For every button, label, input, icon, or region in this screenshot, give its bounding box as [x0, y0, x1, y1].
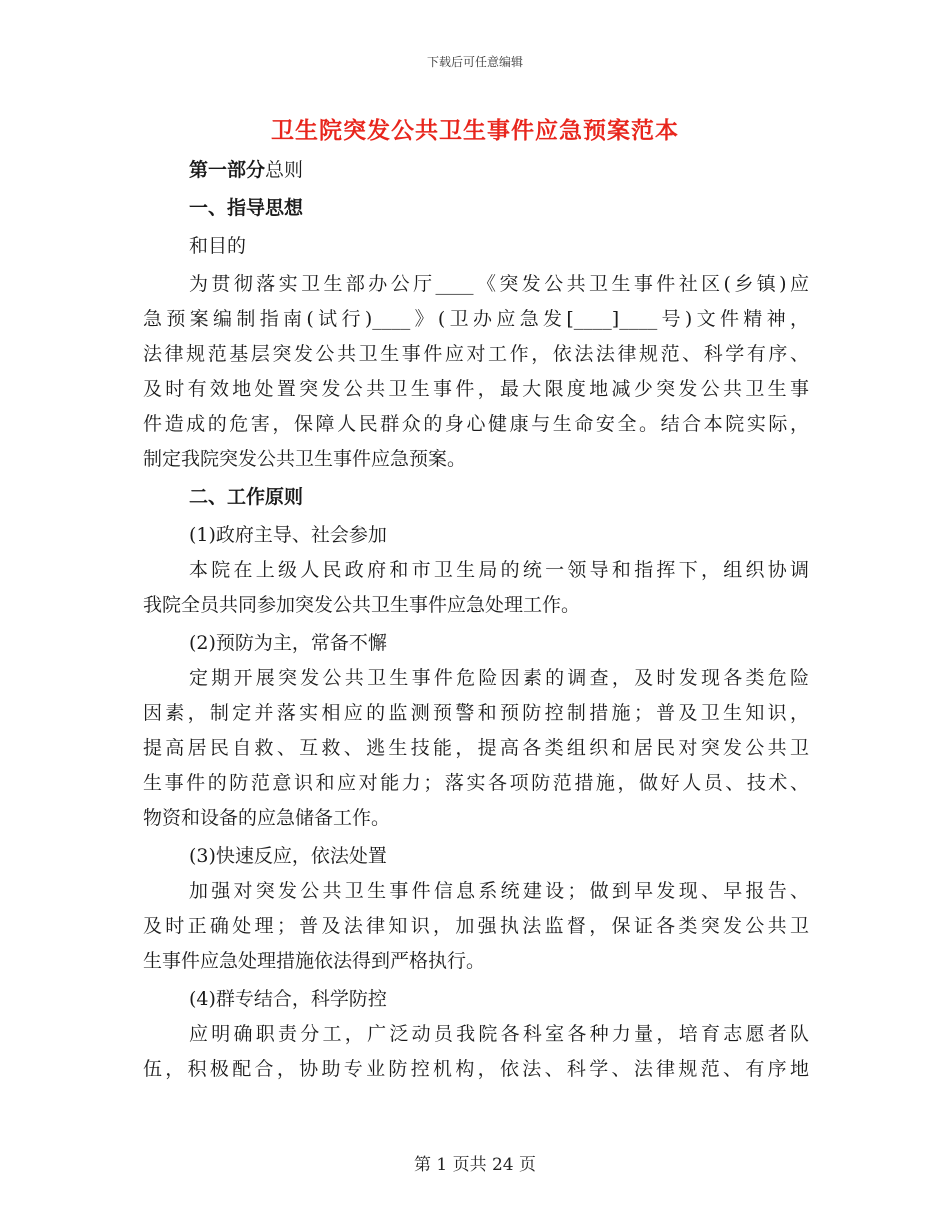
paragraph-line: 生事件应急处理措施依法得到严格执行。	[143, 950, 486, 972]
principle-title: (4)群专结合，科学防控	[189, 988, 387, 1010]
section-heading: 一、指导思想	[189, 197, 304, 219]
paragraph-line: 应明确职责分工，广泛动员我院各科室各种力量，培育志愿者队	[189, 1023, 809, 1045]
paragraph-line: 法律规范基层突发公共卫生事件应对工作，依法法律规范、科学有序、	[143, 343, 809, 365]
principle-title: (2)预防为主，常备不懈	[189, 632, 387, 654]
paragraph-line: 为贯彻落实卫生部办公厅____《突发公共卫生事件社区(乡镇)应	[189, 273, 809, 295]
paragraph-line: 加强对突发公共卫生事件信息系统建设；做到早发现、早报告、	[189, 880, 809, 902]
paragraph-line: 因素，制定并落实相应的监测预警和预防控制措施；普及卫生知识，	[143, 702, 809, 724]
paragraph-line: 物资和设备的应急储备工作。	[143, 807, 391, 829]
principle-title: (3)快速反应，依法处置	[189, 845, 387, 867]
paragraph-line: 定期开展突发公共卫生事件危险因素的调查，及时发现各类危险	[189, 667, 809, 689]
paragraph-line: 件造成的危害，保障人民群众的身心健康与生命安全。结合本院实际，	[143, 413, 809, 435]
principle-title: (1)政府主导、社会参加	[189, 524, 387, 546]
paragraph-line: 我院全员共同参加突发公共卫生事件应急处理工作。	[143, 594, 581, 616]
paragraph-line: 制定我院突发公共卫生事件应急预案。	[143, 448, 467, 470]
document-body	[143, 153, 809, 1087]
paragraph-line: 及时有效地处置突发公共卫生事件，最大限度地减少突发公共卫生事	[143, 378, 809, 400]
paragraph-line: 急预案编制指南(试行)____》(卫办应急发[____]____号)文件精神，	[143, 308, 809, 330]
part-heading-rest: 总则	[265, 159, 304, 181]
paragraph-line: 提高居民自救、互救、逃生技能，提高各类组织和居民对突发公共卫	[143, 737, 809, 759]
part-heading	[143, 153, 809, 188]
part-heading-bold: 第一部分	[189, 159, 266, 181]
paragraph-line: 伍，积极配合，协助专业防控机构，依法、科学、法律规范、有序地	[143, 1058, 809, 1080]
paragraph-line: 生事件的防范意识和应对能力；落实各项防范措施，做好人员、技术、	[143, 772, 809, 794]
paragraph-line: 及时正确处理；普及法律知识，加强执法监督，保证各类突发公共卫	[143, 915, 809, 937]
section-heading: 二、工作原则	[189, 486, 304, 508]
page-footer: 第 1 页共 24 页	[413, 1155, 537, 1175]
paragraph-line: 本院在上级人民政府和市卫生局的统一领导和指挥下，组织协调	[189, 559, 809, 581]
header-note: 下载后可任意编辑	[426, 55, 523, 69]
section-subheading: 和目的	[189, 235, 247, 257]
document-title: 卫生院突发公共卫生事件应急预案范本	[271, 117, 679, 144]
